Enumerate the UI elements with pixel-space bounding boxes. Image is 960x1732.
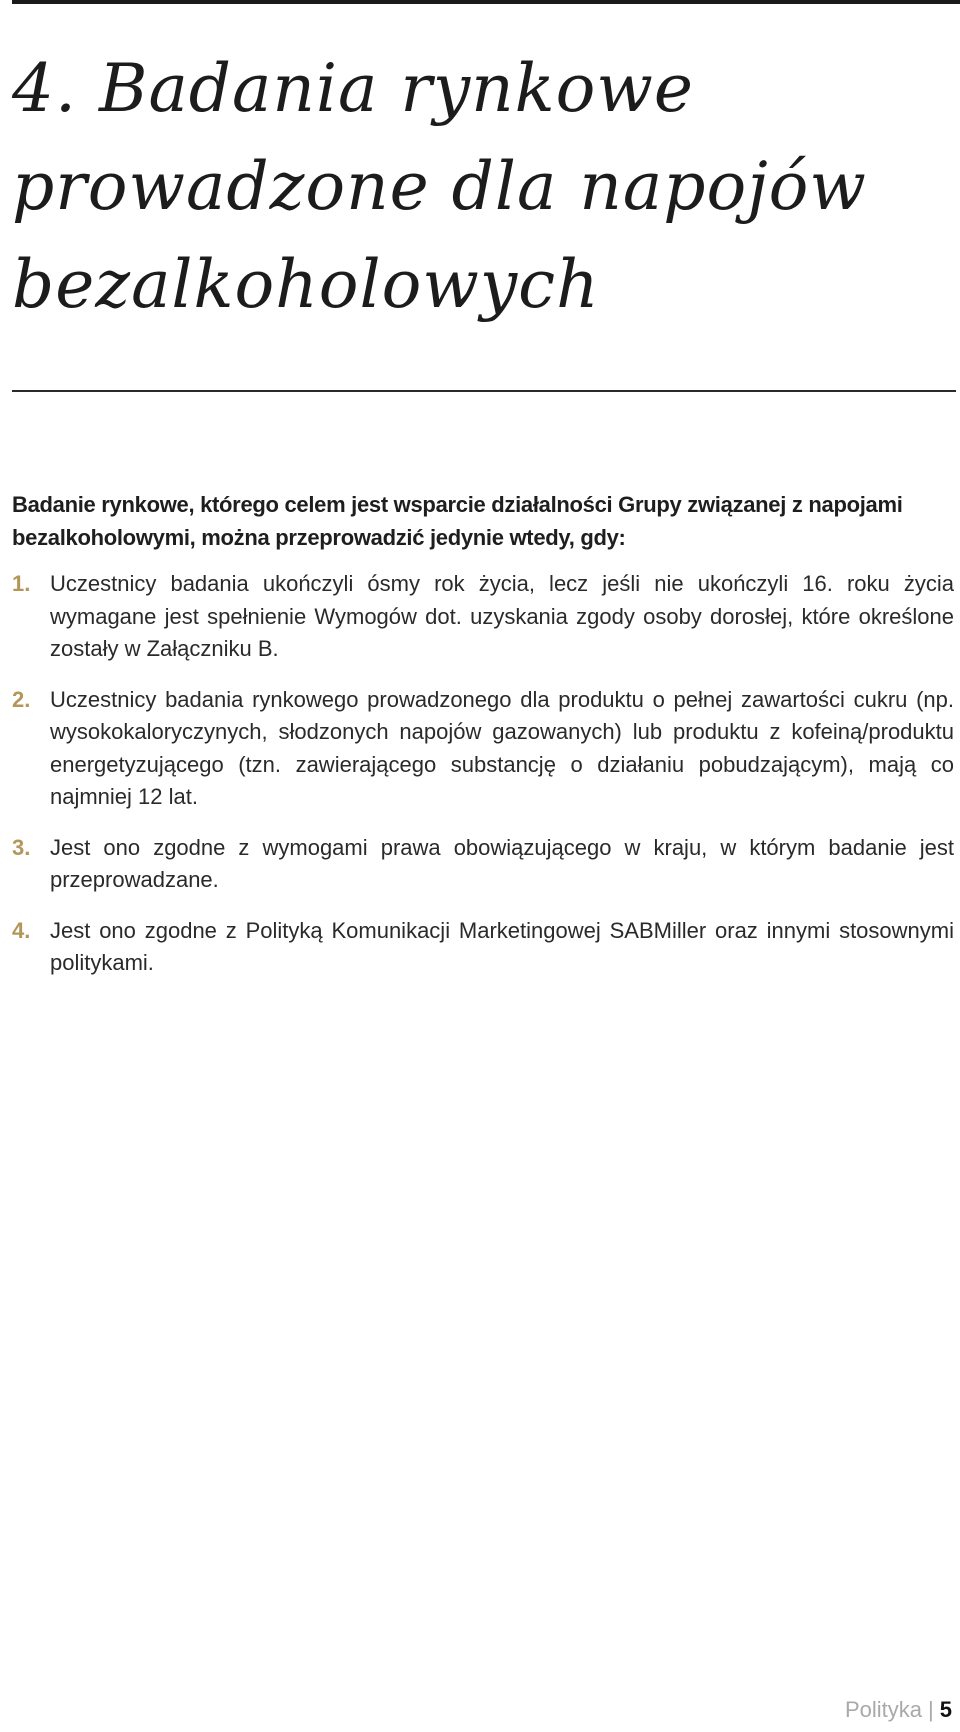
list-item-number: 4. xyxy=(12,917,31,943)
list-item-text: Uczestnicy badania rynkowego prowadzonego dla produktu o pełnej zawartości cukru (np. wysokokaloryczynych, słodzonych napojów gazowanych) lub produktu z kofeiną/produktu energetyzującego (tzn. zawierającego substancję o działaniu pobudzającym), mają co najmniej 12 lat. xyxy=(50,686,954,809)
list-item-text: Jest ono zgodne z wymogami prawa obowiązującego w kraju, w którym badanie jest przeprowadzane. xyxy=(50,834,954,892)
list-item xyxy=(12,832,954,897)
page-footer xyxy=(845,1697,952,1723)
intro-paragraph: Badanie rynkowe, którego celem jest wsparcie działalności Grupy związanej z napojami bezalkoholowymi, można przeprowadzić jedynie wtedy, gdy: xyxy=(12,492,903,550)
title-divider xyxy=(12,390,956,392)
list-item-number: 3. xyxy=(12,834,31,860)
title-line: prowadzone dla napojów xyxy=(12,148,867,225)
list-item xyxy=(12,915,954,980)
list-item-number: 2. xyxy=(12,686,31,712)
title-line: 4. Badania rynkowe xyxy=(12,50,694,127)
list-item-text: Uczestnicy badania ukończyli ósmy rok życia, lecz jeśli nie ukończyli 16. roku życia wymagane jest spełnienie Wymogów dot. uzyskania zgody osoby dorosłej, które określone zostały w Załączniku B. xyxy=(50,571,954,661)
conditions-list xyxy=(12,568,954,980)
title-line: bezalkoholowych xyxy=(12,246,600,323)
list-item-text: Jest ono zgodne z Polityką Komunikacji Marketingowej SABMiller oraz innymi stosownymi politykami. xyxy=(50,917,954,975)
list-item xyxy=(12,568,954,666)
page-number: 5 xyxy=(939,1697,952,1722)
top-rule xyxy=(12,0,960,4)
list-item-number: 1. xyxy=(12,571,31,596)
footer-separator: | xyxy=(928,1697,934,1722)
page-title xyxy=(12,40,942,334)
footer-label: Polityka xyxy=(844,1697,923,1722)
list-item xyxy=(12,684,954,814)
